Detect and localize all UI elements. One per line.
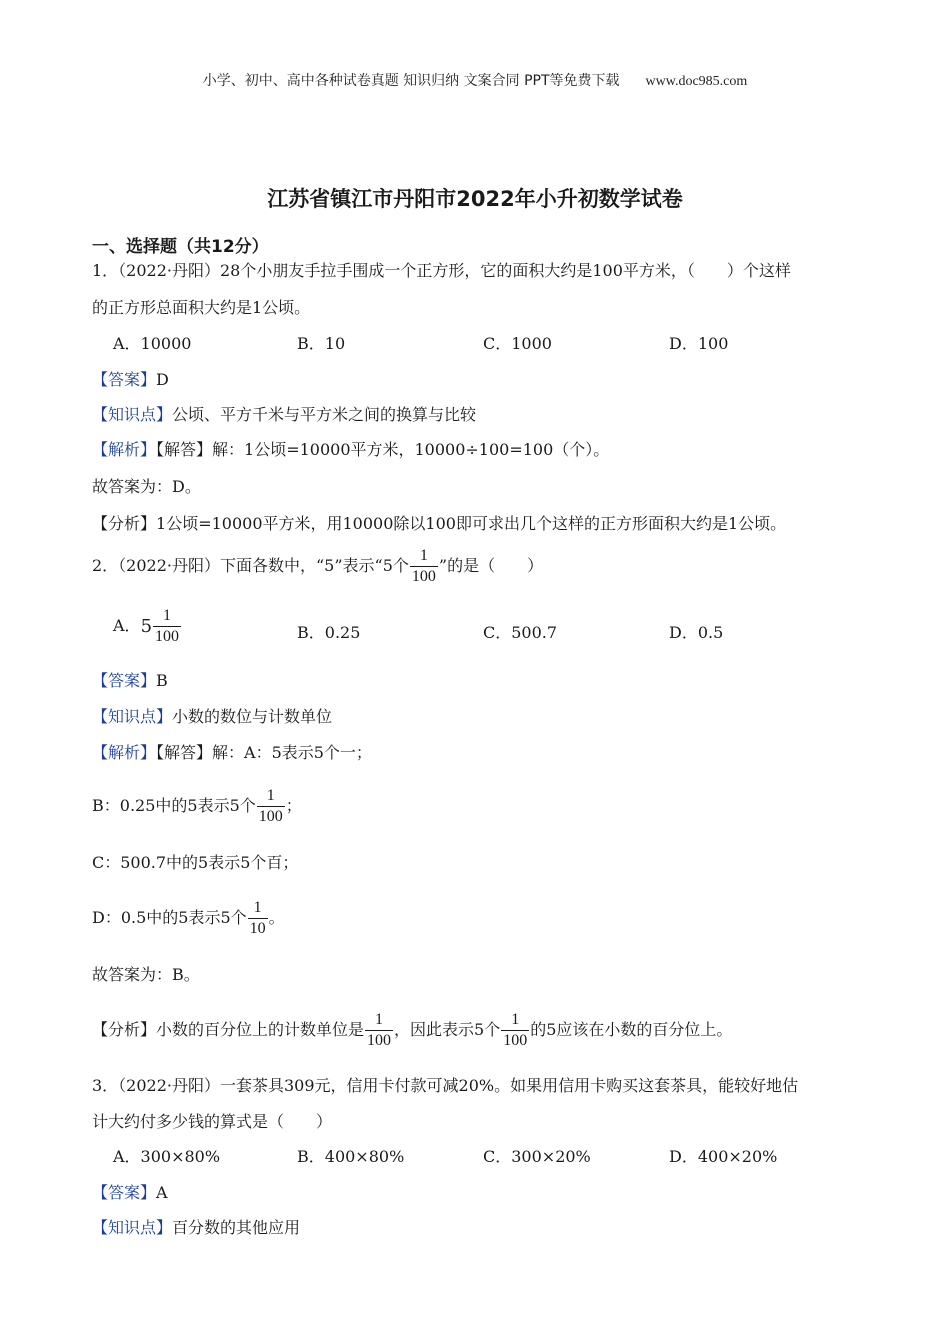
q2-conclusion: 故答案为：B。 bbox=[92, 965, 200, 984]
fenxi-tag: 【分析】 bbox=[92, 514, 157, 533]
fraction-numerator: 1 bbox=[153, 608, 181, 627]
q2-fenxi-after: 的5应该在小数的百分位上。 bbox=[530, 1020, 733, 1039]
q2-fenxi-mid: ，因此表示5个 bbox=[394, 1020, 501, 1039]
header-site-link[interactable]: www.doc985.com bbox=[645, 74, 748, 89]
q1-analysis bbox=[92, 437, 609, 460]
q1-fenxi bbox=[92, 511, 786, 534]
fenxi-tag: 【分析】 bbox=[92, 1020, 157, 1039]
answer-tag: 【答案】 bbox=[92, 671, 157, 690]
q1-answer-value: D bbox=[156, 370, 169, 389]
q2-knowledge-text: 小数的数位与计数单位 bbox=[172, 707, 333, 726]
analysis-tag: 【解析】 bbox=[92, 743, 157, 762]
q2-answer bbox=[92, 668, 168, 691]
q2-analysis-d bbox=[92, 900, 285, 937]
q1-knowledge bbox=[92, 402, 476, 425]
q1-stem-line2: 的正方形总面积大约是1公顷。 bbox=[92, 298, 311, 317]
q2-d-after: 。 bbox=[268, 908, 285, 927]
q1-answer bbox=[92, 367, 169, 390]
answer-tag: 【答案】 bbox=[92, 370, 157, 389]
q3-option-b: B．400×80% bbox=[297, 1147, 405, 1166]
q2-fenxi-fraction-2 bbox=[501, 1012, 529, 1049]
q1-stem-line1: 1．（2022·丹阳）28个小朋友手拉手围成一个正方形，它的面积大约是100平方米，（ ）个这样 bbox=[92, 261, 791, 280]
q3-stem-line1: 3．（2022·丹阳）一套茶具309元，信用卡付款可减20%。如果用信用卡购买这套茶具，能较好地估 bbox=[92, 1076, 799, 1095]
fraction-denominator: 100 bbox=[155, 628, 180, 645]
header-text: 小学、初中、高中各种试卷真题 知识归纳 文案合同 PPT等免费下载 bbox=[202, 73, 620, 89]
fraction-numerator: 1 bbox=[365, 1012, 393, 1031]
q2-analysis-b bbox=[92, 788, 302, 825]
q2-d-fraction bbox=[248, 900, 268, 937]
q2-b-before: B：0.25中的5表示5个 bbox=[92, 796, 256, 815]
q3-option-c: C．300×20% bbox=[483, 1147, 591, 1166]
answer-tag: 【答案】 bbox=[92, 1183, 157, 1202]
q2-stem bbox=[92, 548, 543, 585]
q2-option-c: C．500.7 bbox=[483, 623, 558, 642]
q2-stem-after: ”的是（ ） bbox=[438, 556, 544, 575]
q2-option-a-label: A． bbox=[113, 616, 141, 635]
knowledge-tag: 【知识点】 bbox=[92, 1218, 173, 1237]
page-title: 江苏省镇江市丹阳市2022年小升初数学试卷 bbox=[267, 187, 683, 211]
q2-option-a-fraction bbox=[153, 608, 181, 645]
q2-stem-fraction bbox=[410, 548, 438, 585]
q3-answer-value: A bbox=[156, 1183, 168, 1202]
q2-option-d: D．0.5 bbox=[669, 623, 724, 642]
fraction-numerator: 1 bbox=[501, 1012, 529, 1031]
q2-option-b: B．0.25 bbox=[297, 623, 361, 642]
q1-analysis-text: 【解答】解：1公顷=10000平方米，10000÷100=100（个）。 bbox=[156, 440, 610, 459]
q1-option-b: B．10 bbox=[297, 334, 346, 353]
q2-b-fraction bbox=[257, 788, 285, 825]
fraction-denominator: 100 bbox=[367, 1032, 392, 1049]
q2-analysis-text: 【解答】解：A：5表示5个一； bbox=[156, 743, 372, 762]
q2-b-after: ； bbox=[285, 796, 302, 815]
q3-answer bbox=[92, 1180, 168, 1203]
q3-option-d: D．400×20% bbox=[669, 1147, 778, 1166]
q3-knowledge-text: 百分数的其他应用 bbox=[172, 1218, 301, 1237]
q2-d-before: D：0.5中的5表示5个 bbox=[92, 908, 247, 927]
fraction-denominator: 100 bbox=[258, 808, 283, 825]
q1-option-d: D．100 bbox=[669, 334, 729, 353]
fraction-denominator: 100 bbox=[503, 1032, 528, 1049]
q1-knowledge-text: 公顷、平方千米与平方米之间的换算与比较 bbox=[172, 405, 477, 424]
q2-option-a bbox=[113, 608, 182, 645]
fraction-numerator: 1 bbox=[410, 548, 438, 567]
q1-option-c: C．1000 bbox=[483, 334, 552, 353]
knowledge-tag: 【知识点】 bbox=[92, 707, 173, 726]
q2-fenxi-before: 小数的百分位上的计数单位是 bbox=[156, 1020, 365, 1039]
q1-conclusion: 故答案为：D。 bbox=[92, 477, 201, 496]
q3-stem-line2: 计大约付多少钱的算式是（ ） bbox=[92, 1112, 333, 1131]
page-header bbox=[0, 70, 950, 90]
q2-answer-value: B bbox=[156, 671, 168, 690]
analysis-tag: 【解析】 bbox=[92, 440, 157, 459]
q1-fenxi-text: 1公顷=10000平方米，用10000除以100即可求出几个这样的正方形面积大约是1公顷。 bbox=[156, 514, 787, 533]
q3-knowledge bbox=[92, 1215, 300, 1238]
q3-option-a: A．300×80% bbox=[113, 1147, 221, 1166]
q2-analysis bbox=[92, 740, 372, 763]
fraction-numerator: 1 bbox=[257, 788, 285, 807]
fraction-denominator: 100 bbox=[411, 568, 436, 585]
q2-fenxi bbox=[92, 1012, 732, 1049]
fraction-denominator: 10 bbox=[249, 920, 266, 937]
knowledge-tag: 【知识点】 bbox=[92, 405, 173, 424]
q2-stem-before: 2．（2022·丹阳）下面各数中，“5”表示“5个 bbox=[92, 556, 409, 575]
q2-analysis-c: C：500.7中的5表示5个百； bbox=[92, 853, 299, 872]
fraction-numerator: 1 bbox=[248, 900, 268, 919]
q2-knowledge bbox=[92, 704, 332, 727]
q2-option-a-whole: 5 bbox=[140, 616, 153, 637]
q2-fenxi-fraction-1 bbox=[365, 1012, 393, 1049]
q1-option-a: A．10000 bbox=[113, 334, 192, 353]
section-heading: 一、选择题（共12分） bbox=[92, 237, 269, 257]
